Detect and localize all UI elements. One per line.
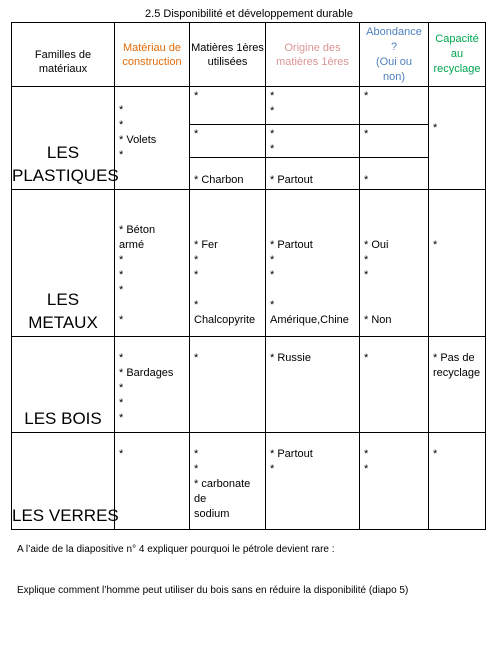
cell-line: sodium [194, 508, 230, 520]
cell-line: LES [46, 143, 80, 162]
cell-line: * [194, 448, 199, 460]
cell-line: Amérique,Chine [270, 314, 349, 326]
cell-line: * [119, 284, 124, 296]
cell-line: METAUX [28, 313, 98, 332]
cell-line: LES VERRES [12, 506, 119, 525]
cell-line: * [364, 269, 369, 281]
cell-bois-capacite [429, 337, 486, 433]
table-row-metaux [12, 190, 486, 337]
cell-line: au [450, 48, 464, 60]
cell-line: * Non [364, 314, 392, 326]
header-materiau: Matériau de construction [115, 23, 190, 87]
materials-table [11, 22, 486, 530]
cell-line: * [194, 463, 199, 475]
header-abondance [360, 23, 429, 87]
cell-metaux-capacite: * [429, 190, 486, 337]
cell-plastiques-abondance-2: * [360, 125, 429, 158]
cell-line [119, 298, 189, 313]
cell-plastiques-matieres-3: * Charbon [190, 158, 266, 190]
table-row-verres [12, 433, 486, 530]
cell-line: * Fer [194, 239, 218, 251]
cell-line: LES [46, 290, 80, 309]
cell-verres-origine [266, 433, 360, 530]
cell-line: (Oui ou [375, 55, 413, 68]
table-row-bois [12, 337, 486, 433]
question-petrole: A l’aide de la diapositive n° 4 expliquer pourquoi le pétrole devient rare : [17, 544, 335, 555]
cell-metaux-matieres [190, 190, 266, 337]
cell-plastiques-abondance-3: * [360, 158, 429, 190]
cell-verres-capacite: * [429, 433, 486, 530]
header-abondance-text [360, 25, 428, 85]
cell-line [364, 298, 428, 313]
cell-line: non) [382, 70, 406, 83]
cell-line: ? [390, 40, 398, 53]
cell-metaux-origine [266, 190, 360, 337]
cell-line: * [364, 254, 369, 266]
cell-line: * [119, 412, 124, 424]
cell-verres-abondance [360, 433, 429, 530]
family-bois [12, 337, 115, 433]
cell-plastiques-capacite: * [429, 87, 486, 190]
cell-line: de [194, 493, 207, 505]
cell-plastiques-origine-2: * * [266, 125, 360, 158]
cell-bois-materiau [115, 337, 190, 433]
cell-line: Abondance [366, 25, 422, 38]
header-families: Familles de matériaux [12, 23, 115, 87]
cell-line: Chalcopyrite [194, 314, 256, 326]
cell-plastiques-origine-3: * Partout [266, 158, 360, 190]
cell-line: * [364, 463, 369, 475]
question-bois: Explique comment l’homme peut utiliser du bois sans en réduire la disponibilité (diapo 5) [17, 585, 409, 596]
cell-plastiques-abondance-1: * [360, 87, 429, 125]
cell-line: * [194, 299, 199, 311]
family-verres [12, 433, 119, 530]
cell-line: * [119, 314, 124, 326]
cell-line: * [119, 119, 124, 131]
cell-plastiques-matieres-2: * [190, 125, 266, 158]
family-metaux [12, 190, 115, 337]
header-matieres: Matières 1ères utilisées [190, 23, 266, 87]
cell-plastiques-materiau [115, 87, 190, 190]
cell-verres-matieres [190, 433, 266, 530]
header-capacite [429, 23, 486, 87]
cell-line: * [119, 149, 124, 161]
cell-verres-materiau: * [115, 433, 190, 530]
cell-line: PLASTIQUES [12, 166, 119, 185]
cell-bois-matieres: * [190, 337, 266, 433]
table-row-plastiques [12, 87, 486, 125]
cell-line: * [194, 254, 199, 266]
cell-line: * [119, 104, 124, 116]
cell-line: * [119, 397, 124, 409]
cell-line: * Pas de [433, 352, 475, 364]
cell-line: recyclage [433, 367, 481, 379]
page-title: 2.5 Disponibilité et développement durable [145, 8, 353, 20]
header-row [12, 23, 486, 87]
cell-line: * Partout [270, 239, 313, 251]
cell-metaux-abondance [360, 190, 429, 337]
cell-line: * [194, 269, 199, 281]
cell-line: * [270, 299, 275, 311]
cell-line: * Volets [119, 134, 157, 146]
cell-bois-abondance: * [360, 337, 429, 433]
cell-line: * Bardages [119, 367, 174, 379]
cell-line: LES BOIS [24, 409, 102, 428]
cell-line: * [119, 254, 124, 266]
cell-line: Capacité [435, 33, 479, 45]
family-plastiques [12, 87, 119, 190]
cell-line: * Partout [270, 448, 313, 460]
cell-line: * Béton [119, 224, 156, 236]
cell-line: * [364, 448, 369, 460]
cell-plastiques-matieres-1: * [190, 87, 266, 125]
cell-line: recyclage [433, 63, 481, 75]
cell-line: * Oui [364, 239, 389, 251]
cell-line: * [119, 382, 124, 394]
cell-line: * [119, 352, 124, 364]
cell-line [270, 283, 359, 298]
cell-line: * [119, 269, 124, 281]
cell-line [364, 283, 428, 298]
cell-line: * [270, 269, 275, 281]
header-capacite-text [429, 32, 485, 77]
cell-line: * [270, 463, 275, 475]
cell-line [194, 283, 265, 298]
cell-line: * carbonate [194, 478, 251, 490]
cell-metaux-materiau [115, 190, 190, 337]
cell-line: armé [119, 239, 145, 251]
cell-bois-origine: * Russie [266, 337, 360, 433]
header-origine: Origine des matières 1ères [266, 23, 360, 87]
cell-line: * [270, 254, 275, 266]
cell-plastiques-origine-1: * * [266, 87, 360, 125]
